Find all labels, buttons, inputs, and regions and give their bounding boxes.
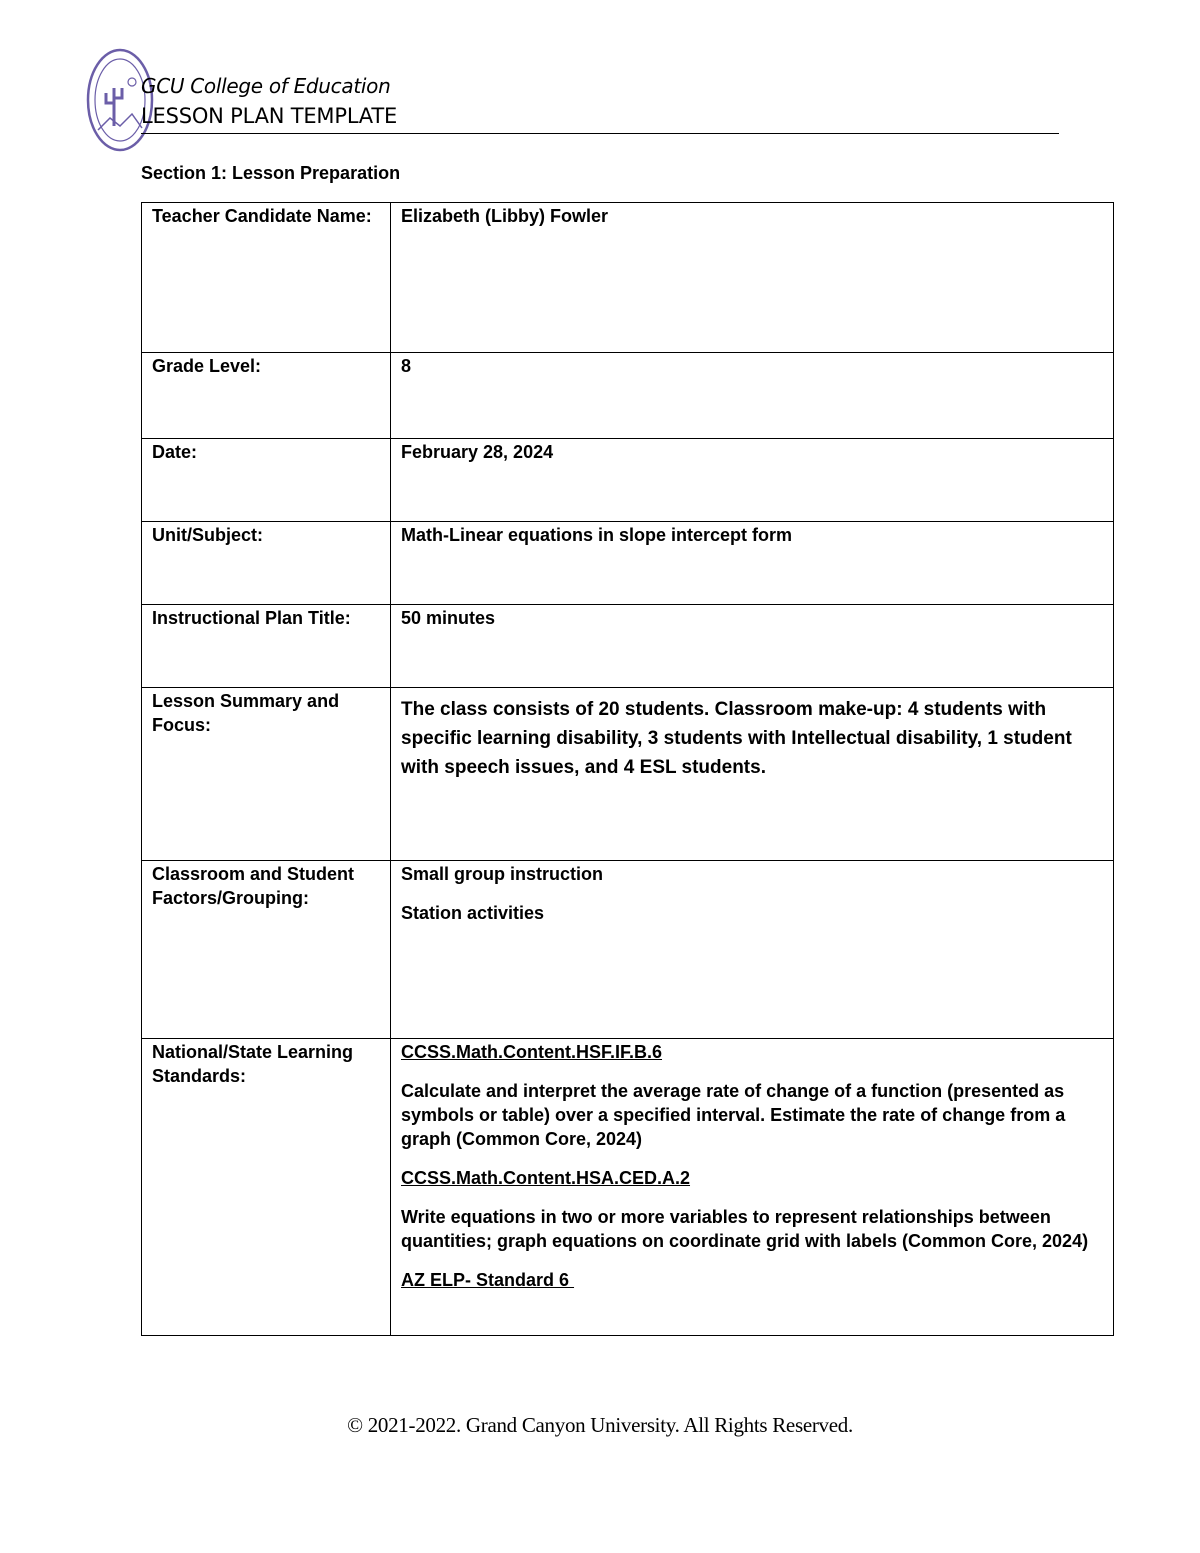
copyright-footer: © 2021-2022. Grand Canyon University. All Rights Reserved. [347, 1413, 853, 1437]
table-row-teacher [142, 203, 1114, 353]
standard-2-text: Write equations in two or more variables to represent relationships between quantities; graph equations on coordinate grid with labels (Common Core, 2024) [401, 1207, 1089, 1251]
unit-label: Unit/Subject: [142, 522, 391, 605]
grouping-item: Small group instruction [401, 864, 604, 884]
table-row-unit [142, 522, 1114, 605]
table-row-standards [142, 1039, 1114, 1336]
table-row-grouping [142, 861, 1114, 1039]
standards-label: National/State Learning Standards: [142, 1039, 391, 1336]
standard-2-link[interactable]: CCSS.Math.Content.HSA.CED.A.2 [401, 1168, 691, 1188]
date-value: February 28, 2024 [391, 439, 1114, 522]
standards-cell [391, 1039, 1114, 1336]
table-row-plan-title [142, 605, 1114, 688]
standard-1-link[interactable]: CCSS.Math.Content.HSF.IF.B.6 [401, 1042, 663, 1062]
grade-value: 8 [391, 353, 1114, 439]
table-row-grade [142, 353, 1114, 439]
plan-title-value: 50 minutes [391, 605, 1114, 688]
grouping-label: Classroom and Student Factors/Grouping: [142, 861, 391, 1039]
date-label: Date: [142, 439, 391, 522]
header-divider [141, 133, 1059, 134]
grouping-cell [391, 861, 1114, 1039]
plan-title-label: Instructional Plan Title: [142, 605, 391, 688]
standard-1-text: Calculate and interpret the average rate of change of a function (presented as symbols or table) over a specified interval. Estimate the rate of change from a graph (Common Core, 2024) [401, 1081, 1066, 1149]
summary-cell [391, 688, 1114, 861]
template-title: LESSON PLAN TEMPLATE [141, 104, 398, 128]
grade-label: Grade Level: [142, 353, 391, 439]
summary-value: The class consists of 20 students. Classroom make-up: 4 students with specific learning disability, 3 students with Intellectual disability, 1 student with speech issues, and 4 ESL students. [401, 699, 1072, 778]
grouping-item: Station activities [401, 903, 545, 923]
section-title: Section 1: Lesson Preparation [141, 163, 401, 183]
summary-label: Lesson Summary and Focus: [142, 688, 391, 861]
lesson-preparation-table [141, 202, 1114, 1336]
standard-3-link[interactable]: AZ ELP- Standard 6 [401, 1270, 575, 1290]
teacher-value: Elizabeth (Libby) Fowler [391, 203, 1114, 353]
unit-value: Math-Linear equations in slope intercept form [391, 522, 1114, 605]
table-row-date [142, 439, 1114, 522]
college-name: GCU College of Education [141, 74, 391, 98]
teacher-label: Teacher Candidate Name: [142, 203, 391, 353]
table-row-summary [142, 688, 1114, 861]
gcu-seal-logo [86, 48, 154, 152]
